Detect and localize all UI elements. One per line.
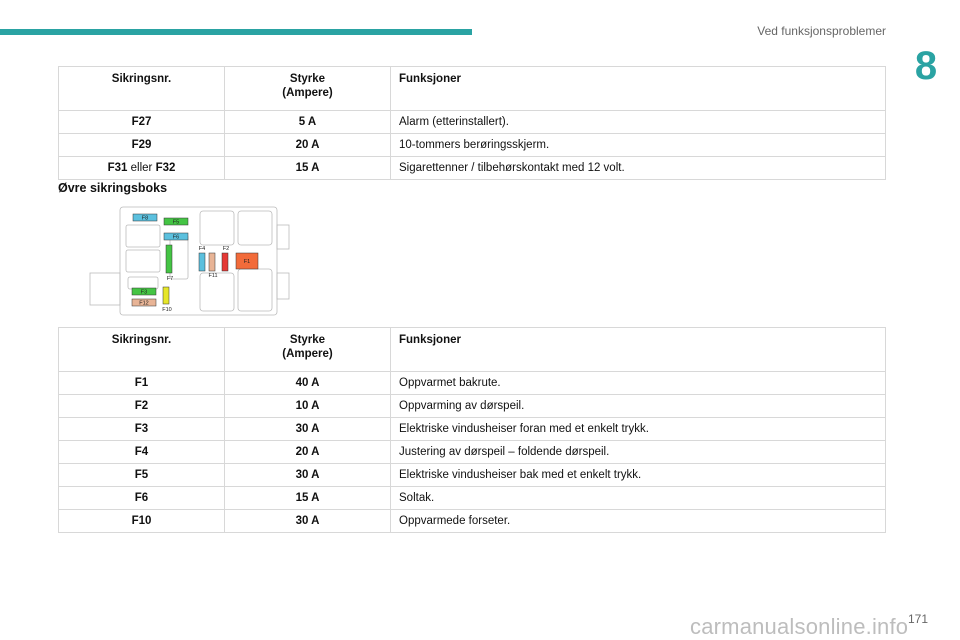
label-f12: F12 xyxy=(139,300,149,307)
upper-fusebox-heading: Øvre sikringsboks xyxy=(58,181,168,195)
fuse-cell: F3 xyxy=(59,418,225,441)
fuse-table-1 xyxy=(58,66,886,180)
function-cell: Oppvarming av dørspeil. xyxy=(391,395,886,418)
col-amperage-line1: Styrke xyxy=(289,73,326,85)
amperage-cell: 40 A xyxy=(225,372,391,395)
label-f5: F5 xyxy=(172,219,180,226)
amperage-cell: 15 A xyxy=(225,487,391,510)
chapter-number: 8 xyxy=(914,44,938,88)
function-cell: Sigarettenner / tilbehørskontakt med 12 volt. xyxy=(391,157,886,180)
header-accent-bar xyxy=(0,29,472,35)
fuse-number-alt: F32 xyxy=(155,162,176,174)
amperage-cell: 5 A xyxy=(225,111,391,134)
table-row xyxy=(59,441,886,464)
amperage-cell: 20 A xyxy=(225,441,391,464)
col-amperage-line2: (Ampere) xyxy=(282,87,333,99)
col-functions: Funksjoner xyxy=(391,328,886,372)
table-header-row xyxy=(59,67,886,111)
relay-block-1 xyxy=(126,225,160,247)
fuse-cell: F1 xyxy=(59,372,225,395)
col-amperage xyxy=(225,328,391,372)
relay-block-2 xyxy=(126,250,160,272)
relay-block-6 xyxy=(238,269,272,311)
fuse-table-2 xyxy=(58,327,886,533)
fuse-cell: F2 xyxy=(59,395,225,418)
connector-right-bottom xyxy=(277,273,289,299)
amperage-cell: 30 A xyxy=(225,510,391,533)
fuse-cell xyxy=(59,157,225,180)
label-f11: F11 xyxy=(208,273,218,279)
label-f4: F4 xyxy=(198,246,206,252)
fuse-cell: F6 xyxy=(59,487,225,510)
function-cell: Soltak. xyxy=(391,487,886,510)
fuse-number: F29 xyxy=(131,139,152,151)
fuse-f2 xyxy=(222,253,228,271)
table-row xyxy=(59,395,886,418)
fuse-joiner: eller xyxy=(127,162,156,174)
fuse-cell xyxy=(59,134,225,157)
fuse-number: F31 xyxy=(107,162,128,174)
col-fuse-number: Sikringsnr. xyxy=(59,67,225,111)
table-row xyxy=(59,111,886,134)
watermark: carmanualsonline.info xyxy=(690,614,909,639)
col-functions: Funksjoner xyxy=(391,67,886,111)
label-f7: F7 xyxy=(166,276,174,282)
fuse-number: F27 xyxy=(131,116,152,128)
label-f2: F2 xyxy=(222,246,230,252)
fusebox-diagram xyxy=(88,205,293,317)
function-cell: Justering av dørspeil – foldende dørspeil. xyxy=(391,441,886,464)
amperage-cell: 20 A xyxy=(225,134,391,157)
fuse-cell: F5 xyxy=(59,464,225,487)
col-fuse-number: Sikringsnr. xyxy=(59,328,225,372)
amperage-cell: 30 A xyxy=(225,464,391,487)
section-title: Ved funksjonsproblemer xyxy=(757,24,886,38)
connector-left xyxy=(90,273,120,305)
table-row xyxy=(59,487,886,510)
label-f10: F10 xyxy=(162,307,172,313)
table-row xyxy=(59,157,886,180)
fuse-f4 xyxy=(199,253,205,271)
col-amperage-line2: (Ampere) xyxy=(282,348,333,360)
table-row xyxy=(59,464,886,487)
page-number: 171 xyxy=(907,612,928,626)
table-header-row xyxy=(59,328,886,372)
label-f6: F6 xyxy=(172,234,180,241)
amperage-cell: 10 A xyxy=(225,395,391,418)
table-row xyxy=(59,418,886,441)
col-amperage xyxy=(225,67,391,111)
function-cell: Elektriske vindusheiser foran med et enkelt trykk. xyxy=(391,418,886,441)
label-f1: F1 xyxy=(243,259,251,265)
table-row xyxy=(59,134,886,157)
relay-block-3 xyxy=(200,211,234,245)
fuse-cell: F4 xyxy=(59,441,225,464)
label-f3: F3 xyxy=(140,289,148,296)
table-row xyxy=(59,372,886,395)
function-cell: 10-tommers berøringsskjerm. xyxy=(391,134,886,157)
table-row xyxy=(59,510,886,533)
function-cell: Elektriske vindusheiser bak med et enkelt trykk. xyxy=(391,464,886,487)
fuse-f11 xyxy=(209,253,215,271)
amperage-cell: 30 A xyxy=(225,418,391,441)
function-cell: Oppvarmet bakrute. xyxy=(391,372,886,395)
col-amperage-line1: Styrke xyxy=(289,334,326,346)
relay-block-4 xyxy=(238,211,272,245)
relay-block-7 xyxy=(170,235,188,279)
fuse-cell xyxy=(59,111,225,134)
function-cell: Oppvarmede forseter. xyxy=(391,510,886,533)
fuse-cell: F10 xyxy=(59,510,225,533)
fuse-f7 xyxy=(166,245,172,273)
function-cell: Alarm (etterinstallert). xyxy=(391,111,886,134)
fuse-f10 xyxy=(163,287,169,304)
relay-block-8 xyxy=(128,277,158,289)
amperage-cell: 15 A xyxy=(225,157,391,180)
label-f8: F8 xyxy=(141,215,149,222)
connector-right-top xyxy=(277,225,289,249)
